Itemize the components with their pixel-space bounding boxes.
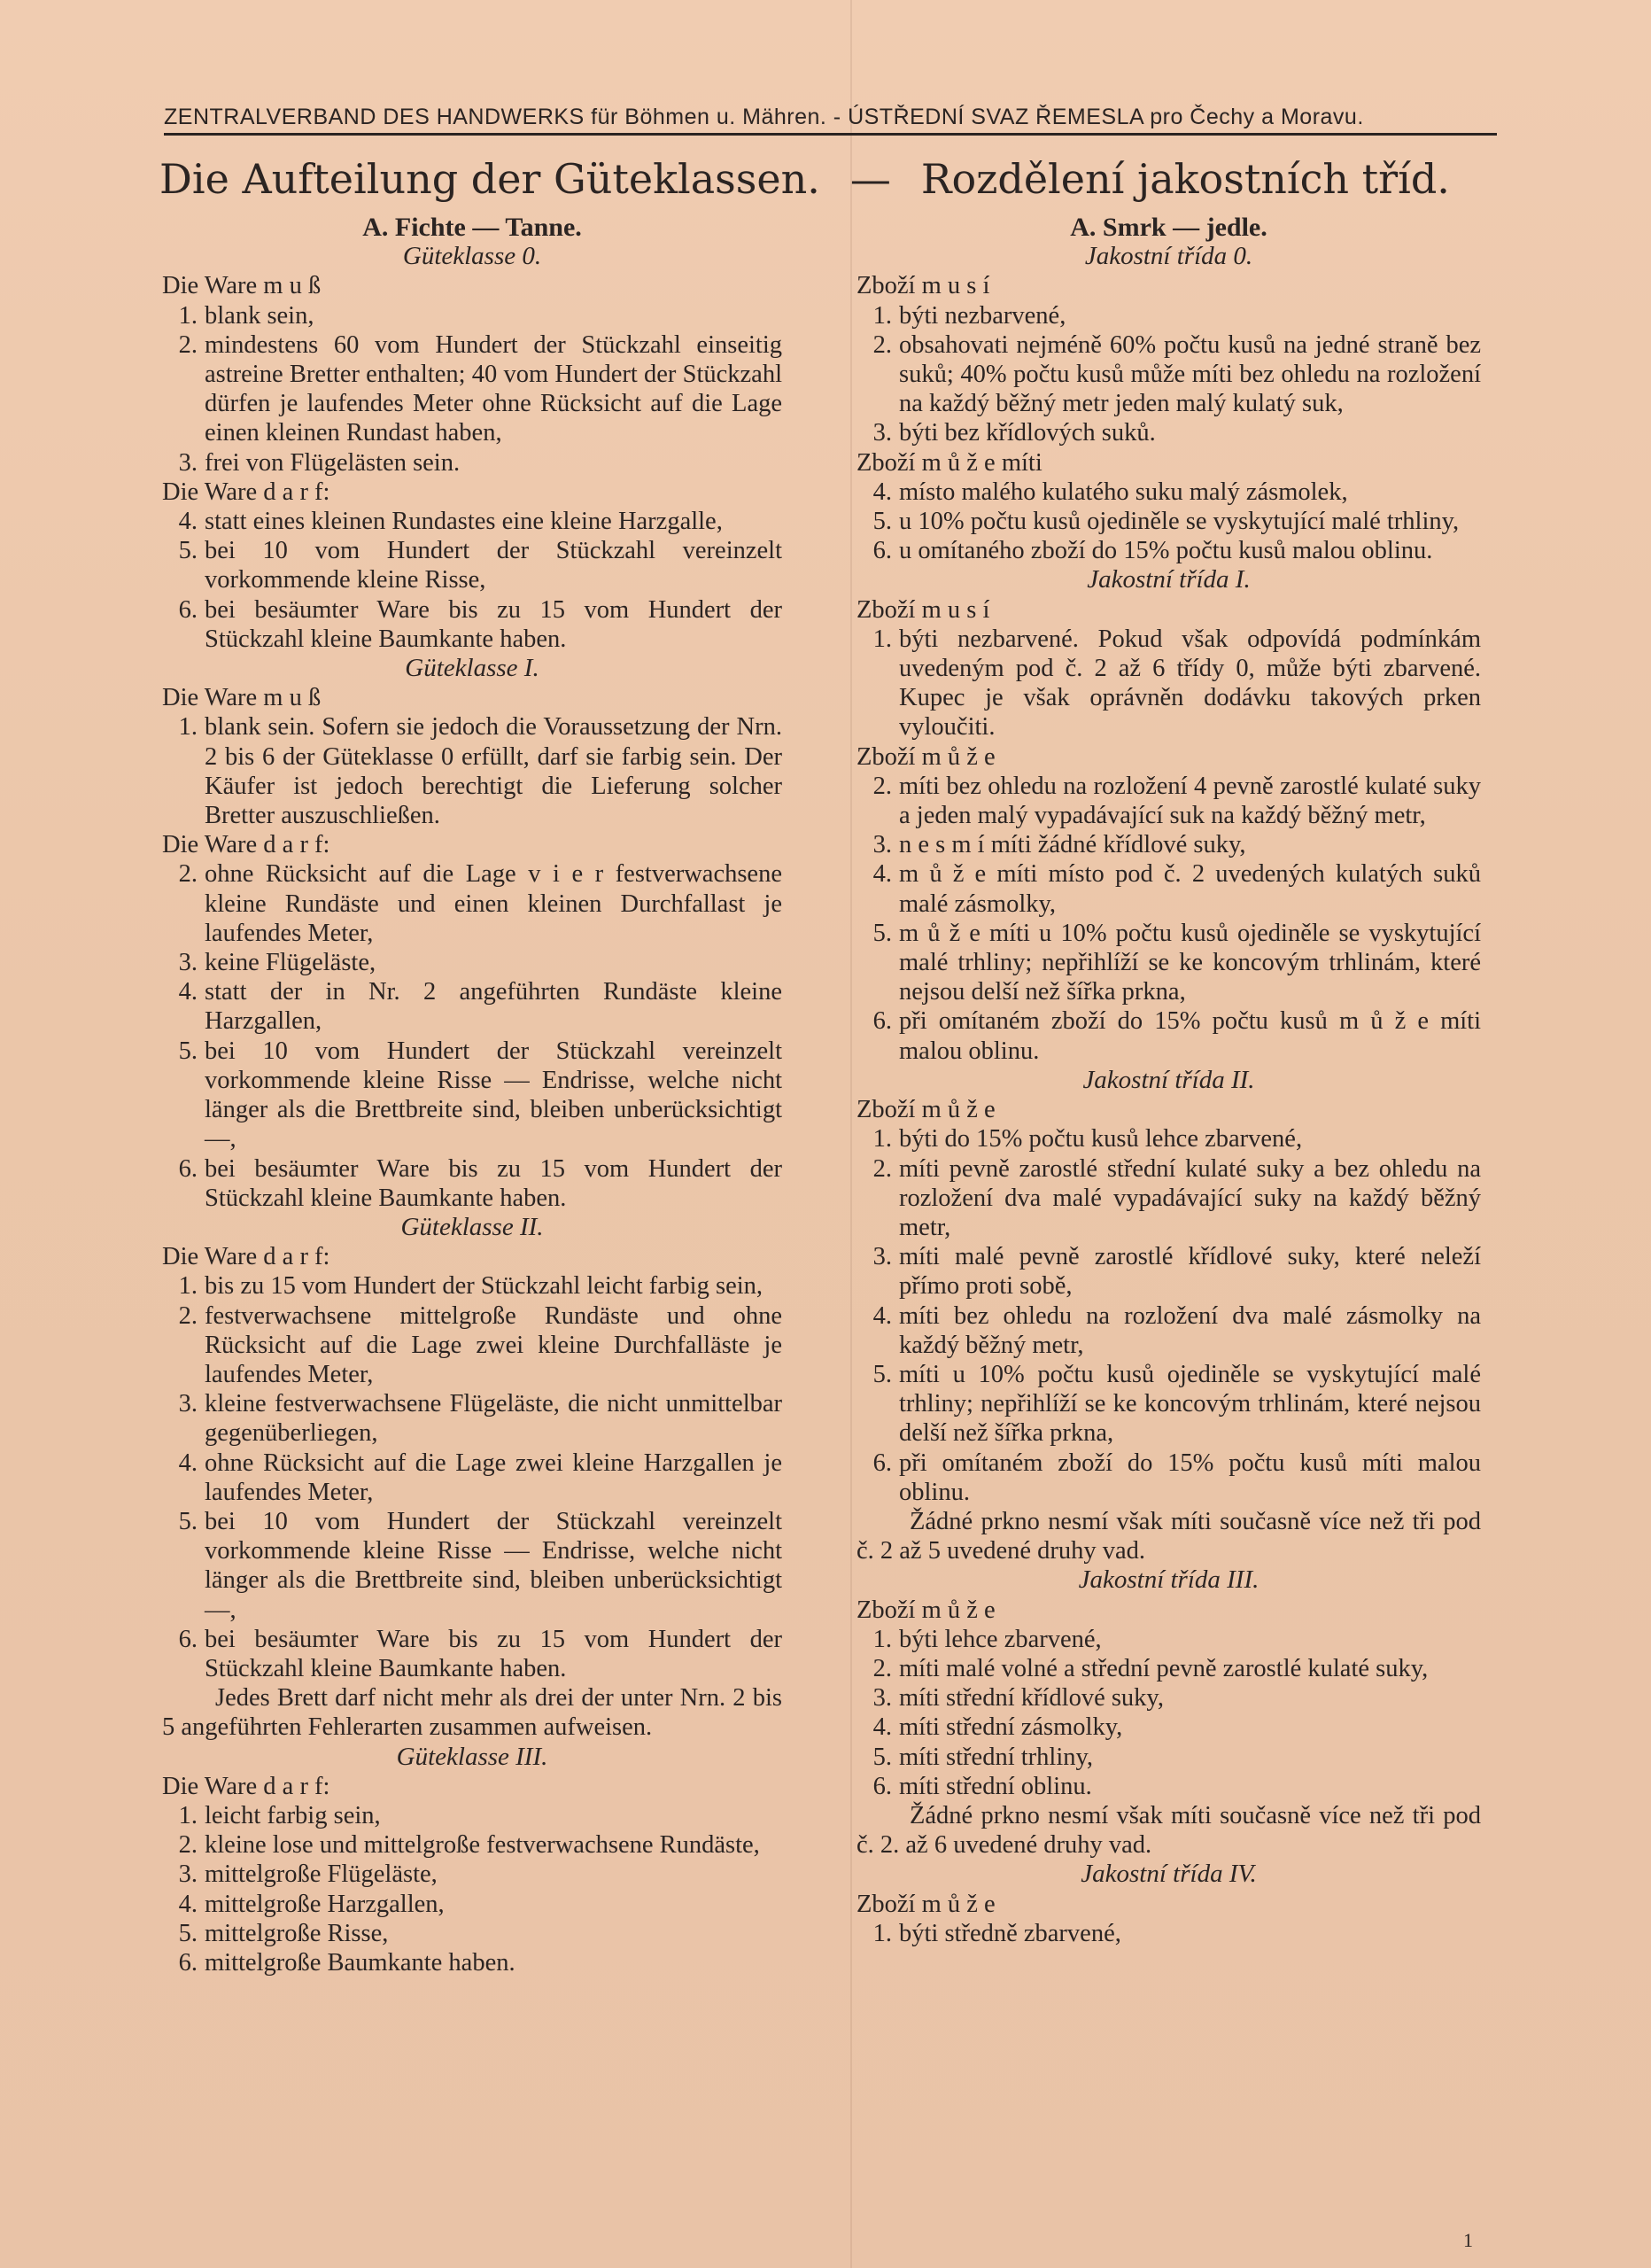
requirement-lead: Die Ware m u ß [162, 684, 322, 712]
list-item: 4. míti střední zásmolky, [872, 1713, 1123, 1742]
list-item: 5. míti střední trhliny, [872, 1743, 1094, 1771]
allowance-lead: Die Ware d a r f: [162, 1772, 330, 1800]
list-item: 3. kleine festverwachsene Flügeläste, die nicht unmittelbar gegenüberliegen, [178, 1390, 782, 1448]
allowance-lead: Die Ware d a r f: [162, 478, 330, 506]
list-item: 4. statt eines kleinen Rundastes eine kleine Harzgalle, [178, 508, 723, 536]
list-item: 2. obsahovati nejméně 60% počtu kusů na jedné straně bez suků; 40% počtu kusů může míti bez ohledu na rozložení na každý běžný metr jeden malý kulatý suk, [872, 330, 1481, 418]
list-item: 3. býti bez křídlových suků. [872, 419, 1156, 447]
list-item: 4. mittelgroße Harzgallen, [178, 1890, 445, 1918]
title-czech: Rozdělení jakostních tříd. [920, 155, 1450, 203]
title-german: Die Aufteilung der Güteklassen. [159, 155, 820, 203]
list-item: 3. míti střední křídlové suky, [872, 1684, 1164, 1713]
list-item: 4. statt der in Nr. 2 angeführten Rundäste kleine Harzgallen, [178, 978, 782, 1036]
title-dash: — [849, 155, 891, 203]
list-item: 5. mittelgroße Risse, [178, 1919, 389, 1947]
list-item: 6. bei besäumter Ware bis zu 15 vom Hundert der Stückzahl kleine Baumkante haben. [178, 1154, 782, 1212]
list-item: 1. leicht farbig sein, [178, 1801, 381, 1829]
class-heading: Jakostní třída II. [1082, 1065, 1255, 1094]
list-item: 3. n e s m í míti žádné křídlové suky, [872, 831, 1246, 859]
requirement-lead: Die Ware m u ß [162, 272, 322, 300]
requirement-lead: Zboží m u s í [857, 595, 990, 624]
allowance-lead: Zboží m ů ž e [857, 1096, 996, 1124]
allowance-lead: Zboží m ů ž e [857, 1596, 996, 1624]
list-item: 2. mindestens 60 vom Hundert der Stückzahl einseitig astreine Bretter enthalten; 40 vom Hundert der Stückzahl dürfen je laufendes Meter ohne Rücksicht auf die Lage einen kleinen Rundast haben, [178, 330, 782, 447]
allowance-lead: Zboží m ů ž e míti [857, 448, 1043, 477]
class-heading: Jakostní třída IV. [1081, 1860, 1257, 1889]
section-heading: A. Smrk — jedle. [1070, 213, 1267, 242]
list-item: 3. keine Flügeläste, [178, 949, 376, 977]
class-note: Jedes Brett darf nicht mehr als drei der unter Nrn. 2 bis 5 angeführten Fehlerarten zusammen aufweisen. [162, 1684, 782, 1742]
list-item: 4. míti bez ohledu na rozložení dva malé zásmolky na každý běžný metr, [872, 1301, 1481, 1359]
list-item: 4. ohne Rücksicht auf die Lage zwei kleine Harzgallen je laufendes Meter, [178, 1449, 782, 1506]
list-item: 5. u 10% počtu kusů ojediněle se vyskytující malé trhliny, [872, 508, 1460, 536]
list-item: 2. ohne Rücksicht auf die Lage v i e r festverwachsene kleine Rundäste und einen kleinen Durchfallast je laufendes Meter, [178, 860, 782, 947]
list-item: 6. bei besäumter Ware bis zu 15 vom Hundert der Stückzahl kleine Baumkante haben. [178, 1625, 782, 1682]
allowance-lead: Zboží m ů ž e [857, 1890, 996, 1918]
list-item: 2. míti bez ohledu na rozložení 4 pevně zarostlé kulaté suky a jeden malý vypadávající suk na každý běžný metr, [872, 772, 1481, 830]
list-item: 5. bei 10 vom Hundert der Stückzahl vereinzelt vorkommende kleine Risse, [178, 537, 782, 594]
list-item: 2. míti pevně zarostlé střední kulaté suky a bez ohledu na rozložení dva malé vypadávající suky na každý běžný metr, [872, 1154, 1481, 1241]
list-item: 1. bis zu 15 vom Hundert der Stückzahl leicht farbig sein, [178, 1272, 763, 1301]
section-heading: A. Fichte — Tanne. [362, 213, 582, 242]
class-heading: Güteklasse II. [400, 1212, 544, 1241]
list-item: 3. frei von Flügelästen sein. [178, 448, 461, 477]
list-item: 1. býti nezbarvené. Pokud však odpovídá podmínkám uvedeným pod č. 2 až 6 třídy 0, může býti zbarvené. Kupec je však oprávněn dodávku takových prken vyloučiti. [872, 625, 1481, 742]
list-item: 1. býti lehce zbarvené, [872, 1625, 1102, 1653]
allowance-lead: Zboží m ů ž e [857, 742, 996, 771]
list-item: 1. blank sein. Sofern sie jedoch die Voraussetzung der Nrn. 2 bis 6 der Güteklasse 0 erfüllt, darf sie farbig sein. Der Käufer ist jedoch berechtigt die Lieferung solcher Bretter auszuschließen. [178, 713, 782, 830]
list-item: 1. býti do 15% počtu kusů lehce zbarvené, [872, 1125, 1303, 1153]
list-item: 1. býti středně zbarvené, [872, 1919, 1121, 1947]
class-heading: Güteklasse 0. [402, 242, 542, 271]
list-item: 1. býti nezbarvené, [872, 301, 1066, 330]
german-column [162, 213, 782, 1977]
czech-column [857, 213, 1481, 1948]
page-number: 1 [1463, 2229, 1473, 2251]
list-item: 3. míti malé pevně zarostlé křídlové suky, které neleží přímo proti sobě, [872, 1243, 1481, 1301]
list-item: 5. bei 10 vom Hundert der Stückzahl vereinzelt vorkommende kleine Risse — Endrisse, welche nicht länger als die Brettbreite sind, bleiben unberücksichtigt —, [178, 1037, 782, 1153]
allowance-lead: Die Ware d a r f: [162, 1243, 330, 1271]
list-item: 6. mittelgroße Baumkante haben. [178, 1948, 515, 1977]
letterhead: ZENTRALVERBAND DES HANDWERKS für Böhmen u. Mähren. - ÚSTŘEDNÍ SVAZ ŘEMESLA pro Čechy a Moravu. [164, 105, 1364, 129]
list-item: 6. u omítaného zboží do 15% počtu kusů malou oblinu. [872, 537, 1433, 565]
class-heading: Jakostní třída I. [1087, 565, 1251, 594]
class-heading: Güteklasse I. [405, 654, 539, 683]
paper-fold [850, 0, 852, 2268]
list-item: 6. při omítaném zboží do 15% počtu kusů m ů ž e míti malou oblinu. [872, 1007, 1481, 1065]
list-item: 6. bei besäumter Ware bis zu 15 vom Hundert der Stückzahl kleine Baumkante haben. [178, 595, 782, 653]
class-heading: Güteklasse III. [396, 1742, 548, 1771]
list-item: 3. mittelgroße Flügeläste, [178, 1860, 438, 1889]
list-item: 6. míti střední oblinu. [872, 1772, 1092, 1800]
list-item: 5. bei 10 vom Hundert der Stückzahl vereinzelt vorkommende kleine Risse — Endrisse, welche nicht länger als die Brettbreite sind, bleiben unberücksichtigt —, [178, 1507, 782, 1624]
list-item: 4. místo malého kulatého suku malý zásmolek, [872, 478, 1348, 506]
list-item: 6. při omítaném zboží do 15% počtu kusů míti malou oblinu. [872, 1449, 1481, 1506]
allowance-lead: Die Ware d a r f: [162, 831, 330, 859]
list-item: 2. kleine lose und mittelgroße festverwachsene Rundäste, [178, 1831, 760, 1860]
class-heading: Jakostní třída III. [1078, 1565, 1260, 1595]
class-note: Žádné prkno nesmí však míti současně více než tři pod č. 2. až 6 uvedené druhy vad. [857, 1801, 1481, 1860]
list-item: 2. festverwachsene mittelgroße Rundäste und ohne Rücksicht auf die Lage zwei kleine Durchfalläste je laufendes Meter, [178, 1301, 782, 1388]
list-item: 4. m ů ž e míti místo pod č. 2 uvedených kulatých suků malé zásmolky, [872, 860, 1481, 918]
list-item: 5. míti u 10% počtu kusů ojediněle se vyskytující malé trhliny; nepřihlíží se ke koncovým trhlinám, které nejsou delší než šířka prkna, [872, 1360, 1481, 1448]
class-heading: Jakostní třída 0. [1084, 242, 1253, 271]
list-item: 5. m ů ž e míti u 10% počtu kusů ojediněle se vyskytující malé trhliny; nepřihlíží se ke koncovým trhlinám, které nejsou delší než šířka prkna, [872, 919, 1481, 1006]
list-item: 1. blank sein, [178, 301, 314, 330]
requirement-lead: Zboží m u s í [857, 272, 990, 300]
class-note: Žádné prkno nesmí však míti současně více než tři pod č. 2 až 5 uvedené druhy vad. [857, 1507, 1481, 1565]
list-item: 2. míti malé volné a střední pevně zarostlé kulaté suky, [872, 1654, 1429, 1682]
document-title [159, 155, 1488, 203]
letterhead-rule [164, 133, 1497, 136]
